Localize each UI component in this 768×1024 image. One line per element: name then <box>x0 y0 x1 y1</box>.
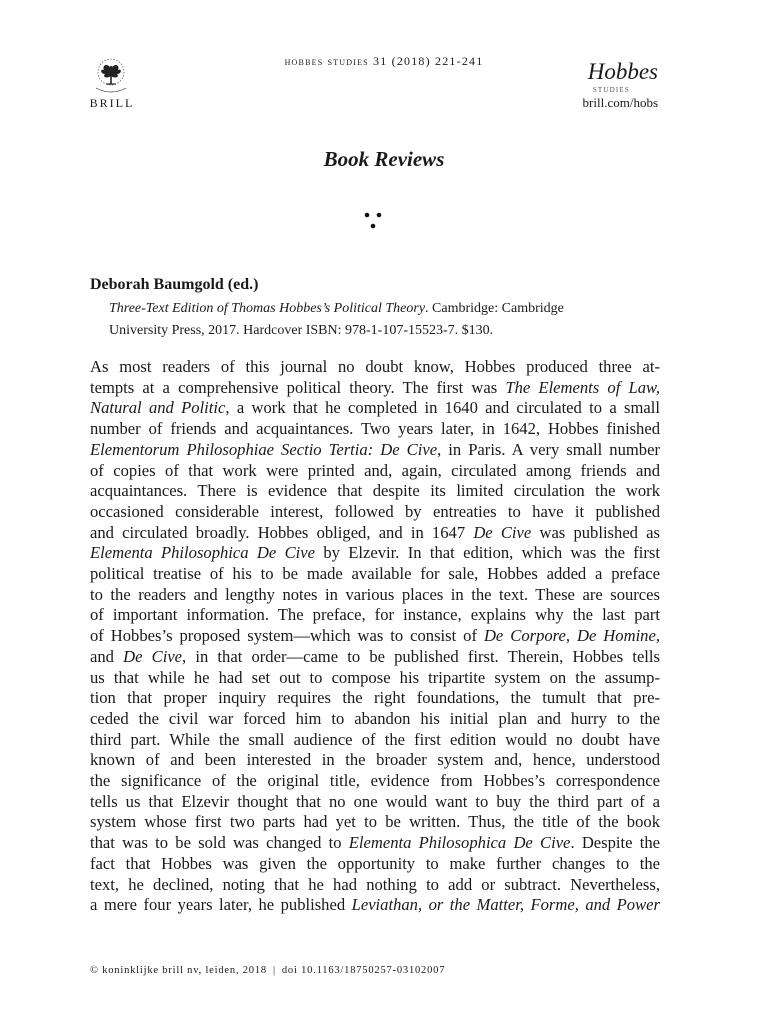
body-line <box>90 792 660 813</box>
journal-issue-line: hobbes studies 31 (2018) 221-241 <box>284 54 484 68</box>
three-dot-ornament-icon <box>363 210 383 234</box>
text-run: , in that order—came to be published first. Therein, Hobbes tells <box>182 646 660 666</box>
body-line <box>90 378 660 399</box>
text-run: occasioned considerable interest, followed by entreaties to have it published <box>90 501 660 521</box>
text-run: tempts at a comprehensive political theory. The first was <box>90 377 506 397</box>
text-run: to the readers and lengthy notes in various places in the text. These are sources <box>90 584 660 604</box>
text-run: system whose first two parts had yet to be written. Thus, the title of the book <box>90 812 660 832</box>
citation-line-1 <box>109 298 669 320</box>
body-line <box>90 585 660 606</box>
text-run: us that while he had set out to compose his tripartite system on the assump- <box>90 667 660 687</box>
italic-title-text: Elementorum Philosophiae Sectio Tertia: De Cive <box>90 439 438 459</box>
text-run: third part. While the small audience of the first edition would no doubt have <box>90 729 660 749</box>
review-author: Deborah Baumgold (ed.) <box>90 276 259 293</box>
text-run: , <box>655 626 660 646</box>
text-run: known of and been interested in the broader system and, hence, understood <box>90 750 660 770</box>
body-line <box>90 688 660 709</box>
text-run: was published as <box>531 522 660 542</box>
body-line <box>90 523 660 544</box>
journal-logo-title: Hobbes <box>587 59 658 84</box>
body-line <box>90 440 660 461</box>
italic-title-text: Natural and Politic <box>90 398 226 418</box>
copyright-notice: © koninklijke brill nv, leiden, 2018 <box>90 965 267 976</box>
journal-logo-subtitle: STUDIES <box>592 86 630 94</box>
footer-separator: | <box>272 965 276 976</box>
section-title: Book Reviews <box>323 147 445 171</box>
body-line <box>90 543 660 564</box>
body-line <box>90 461 660 482</box>
text-run: a mere four years later, he published <box>90 895 352 915</box>
text-run: fact that Hobbes was given the opportunity to make further changes to the <box>90 853 660 873</box>
italic-title-text: Elementa Philosophica De Cive <box>90 543 315 563</box>
body-line <box>90 668 660 689</box>
italic-title-text: De Corpore <box>483 626 566 646</box>
text-run: As most readers of this journal no doubt know, Hobbes produced three at- <box>90 357 660 376</box>
text-run: ceded the civil war forced him to abandon his initial plan and hurry to the <box>90 708 660 728</box>
brill-tree-logo <box>82 48 140 98</box>
italic-title-text: The Elements of Law, <box>505 377 660 397</box>
body-line <box>90 730 660 751</box>
italic-title-text: De Cive <box>123 646 183 666</box>
body-line <box>90 771 660 792</box>
body-line <box>90 875 660 896</box>
page-footer <box>90 965 445 976</box>
body-line <box>90 895 660 916</box>
italic-title-text: De Cive <box>473 522 532 542</box>
body-line <box>90 481 660 502</box>
text-run: of important information. The preface, for instance, explains why the last part <box>90 605 660 625</box>
text-run: . Despite the <box>570 833 661 853</box>
italic-title-text: Leviathan, or the Matter, Forme, and Power <box>351 895 660 915</box>
text-run: and <box>90 646 124 666</box>
text-run: of copies of that work were printed and, again, circulated among friends and <box>90 460 660 480</box>
italic-title-text: Elementa Philosophica De Cive <box>348 833 571 853</box>
text-run: text, he declined, noting that he had nothing to add or subtract. Nevertheless, <box>90 874 660 894</box>
body-line <box>90 647 660 668</box>
text-run: of Hobbes’s proposed system—which was to consist of <box>90 626 484 646</box>
body-line <box>90 605 660 626</box>
citation-line-2: University Press, 2017. Hardcover ISBN: 978-1-107-15523-7. $130. <box>109 323 494 338</box>
text-run: , a work that he completed in 1640 and circulated to a small <box>225 398 660 418</box>
body-line <box>90 419 660 440</box>
text-run: and circulated broadly. Hobbes obliged, and in 1647 <box>90 522 474 542</box>
review-citation <box>109 298 669 342</box>
italic-title-text: Three-Text Edition of Thomas Hobbes’s Political Theory <box>109 301 426 316</box>
body-line <box>90 750 660 771</box>
italic-title-text: De Homine <box>577 626 656 646</box>
body-line <box>90 833 660 854</box>
text-run: tion that proper inquiry requires the right foundations, the tumult that pre- <box>90 688 660 708</box>
text-run: that was to be sold was changed to <box>90 833 349 853</box>
review-body-text <box>90 357 660 916</box>
journal-website-link[interactable]: brill.com/hobs <box>582 95 658 110</box>
body-line <box>90 357 660 378</box>
text-run: acquaintances. There is evidence that despite its limited circulation the work <box>90 481 660 501</box>
body-line <box>90 812 660 833</box>
body-line <box>90 854 660 875</box>
body-line <box>90 709 660 730</box>
doi-reference: doi 10.1163/18750257-03102007 <box>281 965 446 976</box>
body-line <box>90 626 660 647</box>
text-run: , <box>565 626 577 646</box>
text-run: , in Paris. A very small number <box>437 439 660 459</box>
text-run: the significance of the original title, evidence from Hobbes’s correspondence <box>90 771 660 791</box>
text-run: political treatise of his to be made available for sale, Hobbes added a preface <box>90 564 660 584</box>
text-run: number of friends and acquaintances. Two years later, in 1642, Hobbes finished <box>90 419 660 439</box>
text-run: by Elzevir. In that edition, which was the first <box>314 543 660 563</box>
body-line <box>90 564 660 585</box>
body-line <box>90 502 660 523</box>
text-run: . Cambridge: Cambridge <box>425 301 564 316</box>
publisher-name: BRILL <box>89 96 135 110</box>
body-line <box>90 398 660 419</box>
text-run: tells us that Elzevir thought that no one would want to buy the third part of a <box>90 791 660 811</box>
